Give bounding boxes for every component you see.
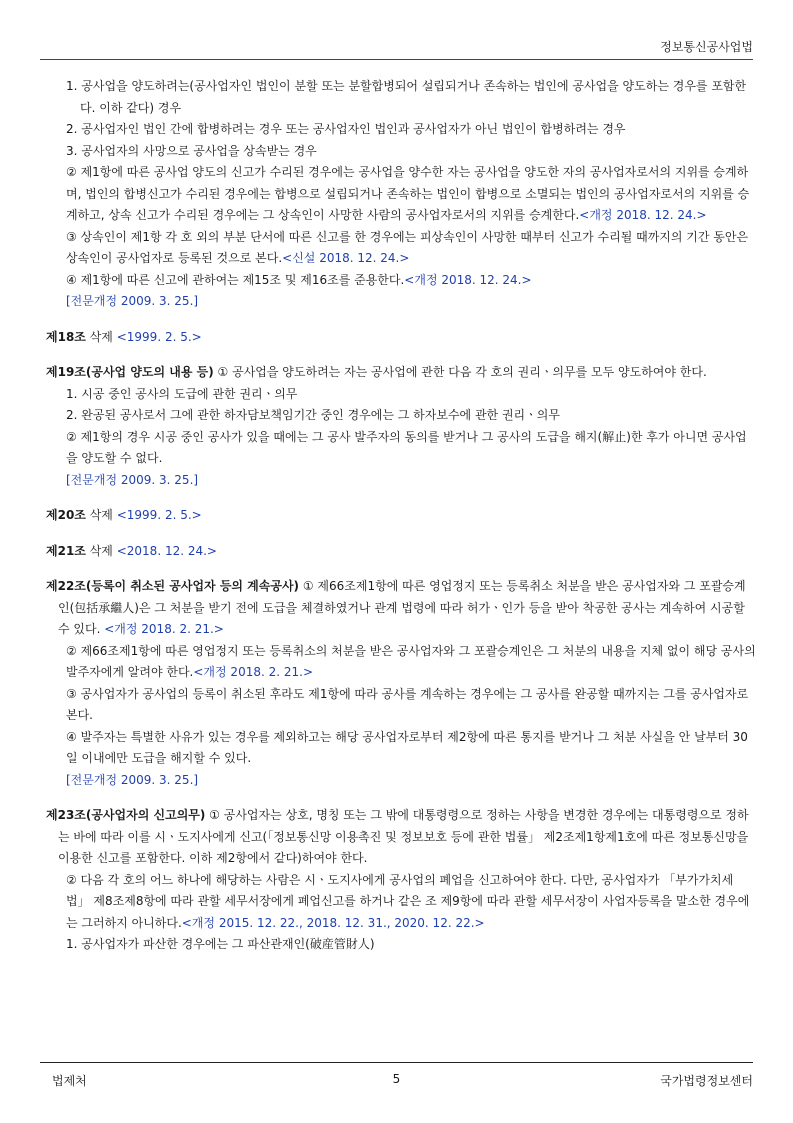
list-item: 2. 공사업자인 법인 간에 합병하려는 경우 또는 공사업자인 법인과 공사업자가 아닌 법인이 합병하려는 경우	[66, 122, 626, 136]
amendment-note: <1999. 2. 5.>	[116, 508, 202, 522]
amendment-note: <개정 2018. 2. 21.>	[193, 665, 313, 679]
list-item: 3. 공사업자의 사망으로 공사업을 상속받는 경우	[66, 143, 317, 158]
paragraph: ③ 공사업자가 공사업의 등록이 취소된 후라도 제1항에 따라 공사를 계속하는 경우에는 그 공사를 완공할 때까지는 그를 공사업자로 본다.	[66, 686, 749, 722]
amendment-note: <개정 2018. 12. 24.>	[579, 208, 707, 222]
article-23: 제23조(공사업자의 신고의무) ① 공사업자는 상호, 명칭 또는 그 밖에 대통령령으로 정하는 사항을 변경한 경우에는 대통령령으로 정하는 바에 따라 이를 시ㆍ도지사에게 신고(「정보통신망 이용촉진 및 정보보호 등에 관한 법률」 제2조제1항제1호에 따른 정보통신망을 이용한 신고를 포함한다. 이하 제2항에서 같다)하여야 한다.	[46, 808, 749, 865]
amendment-note: <신설 2018. 12. 24.>	[282, 251, 410, 265]
article-title: 제21조	[46, 543, 86, 558]
amendment-note: [전문개정 2009. 3. 25.]	[66, 472, 199, 487]
article-18: 제18조 삭제 <1999. 2. 5.>	[46, 329, 202, 344]
amendment-note: <개정 2018. 12. 24.>	[404, 272, 532, 287]
law-text-body	[46, 76, 756, 956]
footer-rule	[40, 1062, 753, 1063]
paragraph: ② 다음 각 호의 어느 하나에 해당하는 사람은 시ㆍ도지사에게 공사업의 폐업을 신고하여야 한다. 다만, 공사업자가 「부가가치세법」 제8조제8항에 따라 관할 세무서장에게 폐업신고를 하거나 같은 조 제9항에 따라 관할 세무서장이 사업자등록을 말소한 경우에는 그러하지 아니하다.<개정 2015. 12. 22., 2018. 12. 31., 2020. 12. 22.>	[66, 872, 750, 930]
amendment-note: <2018. 12. 24.>	[116, 543, 217, 558]
footer-source: 법제처	[52, 1074, 87, 1088]
paragraph: ③ 상속인이 제1항 각 호 외의 부분 단서에 따른 신고를 한 경우에는 피상속인이 사망한 때부터 신고가 수리될 때까지의 기간 동안은 상속인이 공사업자로 등록된 것으로 본다.<신설 2018. 12. 24.>	[66, 229, 749, 265]
list-item: 1. 공사업자가 파산한 경우에는 그 파산관재인(破産管財人)	[66, 937, 375, 951]
article-19: 제19조(공사업 양도의 내용 등) ① 공사업을 양도하려는 자는 공사업에 관한 다음 각 호의 권리ㆍ의무를 모두 양도하여야 한다.	[46, 365, 707, 379]
paragraph: ② 제1항의 경우 시공 중인 공사가 있을 때에는 그 공사 발주자의 동의를 받거나 그 공사의 도급을 해지(解止)한 후가 아니면 공사업을 양도할 수 없다.	[66, 429, 747, 465]
article-21: 제21조 삭제 <2018. 12. 24.>	[46, 543, 217, 558]
paragraph: ④ 발주자는 특별한 사유가 있는 경우를 제외하고는 해당 공사업자로부터 제2항에 따른 통지를 받거나 그 처분 사실을 안 날부터 30일 이내에만 도급을 해지할 수 있다.	[66, 729, 748, 765]
article-title: 제18조	[46, 329, 86, 344]
article-title: 제19조(공사업 양도의 내용 등)	[46, 365, 214, 379]
amendment-note: <개정 2018. 2. 21.>	[104, 622, 224, 636]
revision-note	[46, 770, 756, 792]
revision-note	[46, 291, 756, 313]
header-rule	[40, 59, 753, 60]
list-item: 1. 공사업을 양도하려는(공사업자인 법인이 분할 또는 분할합병되어 설립되거나 존속하는 법인에 공사업을 양도하는 경우를 포함한다. 이하 같다) 경우	[66, 79, 747, 115]
amendment-note: [전문개정 2009. 3. 25.]	[66, 772, 199, 787]
amendment-note: <1999. 2. 5.>	[116, 329, 202, 344]
amendment-note: [전문개정 2009. 3. 25.]	[66, 294, 199, 308]
amendment-note: <개정 2015. 12. 22., 2018. 12. 31., 2020. 12. 22.>	[181, 915, 485, 930]
paragraph: ② 제1항에 따른 공사업 양도의 신고가 수리된 경우에는 공사업을 양수한 자는 공사업을 양도한 자의 공사업자로서의 지위를 승계하며, 법인의 합병신고가 수리된 경우에는 합병으로 설립되거나 존속하는 법인이 합병으로 소멸되는 법인의 공사업자로서의 지위를 승계하고, 상속 신고가 수리된 경우에는 그 상속인이 사망한 사람의 공사업자로서의 지위를 승계한다.<개정 2018. 12. 24.>	[66, 165, 750, 222]
article-title: 제20조	[46, 508, 86, 522]
article-title: 제22조(등록이 취소된 공사업자 등의 계속공사)	[46, 579, 300, 593]
footer-publisher: 국가법령정보센터	[660, 1074, 753, 1088]
article-title: 제23조(공사업자의 신고의무)	[46, 808, 206, 822]
list-item: 2. 완공된 공사로서 그에 관한 하자담보책임기간 중인 경우에는 그 하자보수에 관한 권리ㆍ의무	[66, 408, 560, 422]
revision-note	[46, 470, 756, 492]
header-law-title: 정보통신공사업법	[660, 40, 753, 54]
article-22: 제22조(등록이 취소된 공사업자 등의 계속공사) ① 제66조제1항에 따른 영업정지 또는 등록취소 처분을 받은 공사업자와 그 포괄승계인(包括承繼人)은 그 처분을 받기 전에 도급을 체결하였거나 관계 법령에 따라 허가ㆍ인가 등을 받아 착공한 공사는 계속하여 시공할 수 있다. <개정 2018. 2. 21.>	[46, 579, 746, 636]
paragraph: ④ 제1항에 따른 신고에 관하여는 제15조 및 제16조를 준용한다.<개정 2018. 12. 24.>	[66, 272, 532, 287]
paragraph: ② 제66조제1항에 따른 영업정지 또는 등록취소의 처분을 받은 공사업자와 그 포괄승계인은 그 처분의 내용을 지체 없이 해당 공사의 발주자에게 알려야 한다.<개정 2018. 2. 21.>	[66, 643, 756, 679]
article-20: 제20조 삭제 <1999. 2. 5.>	[46, 508, 202, 522]
list-item: 1. 시공 중인 공사의 도급에 관한 권리ㆍ의무	[66, 386, 298, 401]
page-number: 5	[392, 1072, 401, 1086]
